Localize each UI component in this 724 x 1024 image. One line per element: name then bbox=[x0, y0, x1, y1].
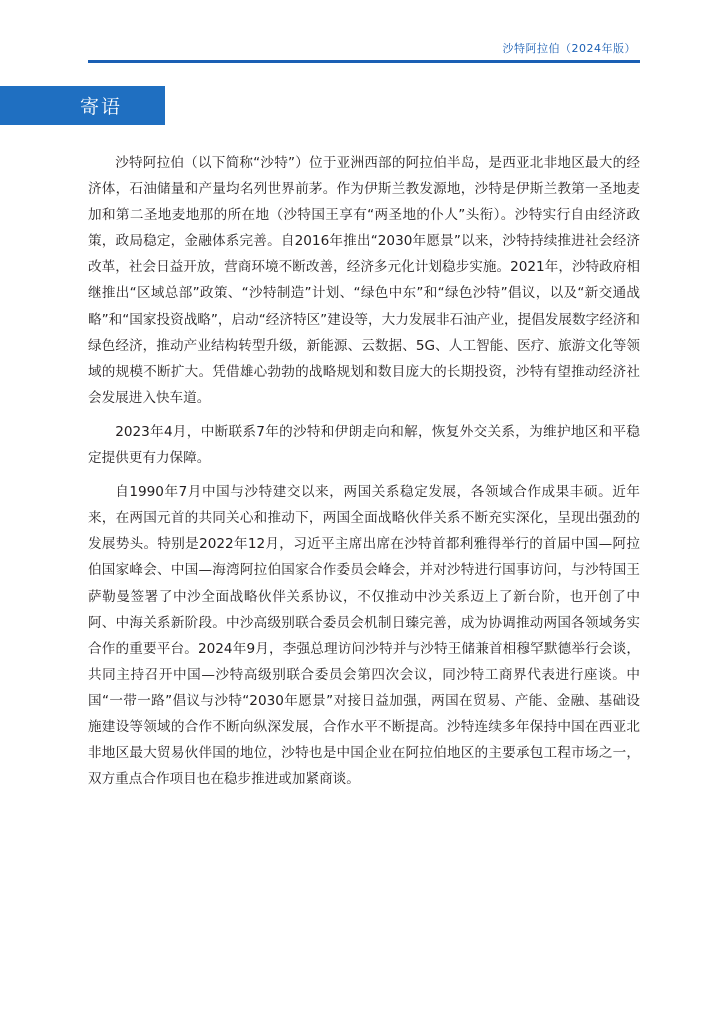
paragraph-1: 沙特阿拉伯（以下简称“沙特”）位于亚洲西部的阿拉伯半岛，是西亚北非地区最大的经济体，石油储量和产量均名列世界前茅。作为伊斯兰教发源地，沙特是伊斯兰教第一圣地麦加和第二圣地麦地那的所在地（沙特国王享有“两圣地的仆人”头衔）。沙特实行自由经济政策，政局稳定，金融体系完善。自2016年推出“2030年愿景”以来，沙特持续推进社会经济改革，社会日益开放，营商环境不断改善，经济多元化计划稳步实施。2021年，沙特政府相继推出“区域总部”政策、“沙特制造”计划、“绿色中东”和“绿色沙特”倡议，以及“新交通战略”和“国家投资战略”，启动“经济特区”建设等，大力发展非石油产业，提倡发展数字经济和绿色经济，推动产业结构转型升级，新能源、云数据、5G、人工智能、医疗、旅游文化等领域的规模不断扩大。凭借雄心勃勃的战略规划和数目庞大的长期投资，沙特有望推动经济社会发展进入快车道。 bbox=[88, 155, 640, 406]
header-divider bbox=[88, 60, 640, 63]
paragraph-2: 2023年4月，中断联系7年的沙特和伊朗走向和解，恢复外交关系，为维护地区和平稳定提供更有力保障。 bbox=[88, 423, 640, 467]
section-tag bbox=[0, 86, 165, 125]
running-header-title: 沙特阿拉伯（2024年版） bbox=[502, 42, 636, 55]
section-title: 寄语 bbox=[80, 96, 123, 118]
body-text bbox=[88, 150, 640, 800]
paragraph-3: 自1990年7月中国与沙特建交以来，两国关系稳定发展，各领域合作成果丰硕。近年来，在两国元首的共同关心和推动下，两国全面战略伙伴关系不断充实深化，呈现出强劲的发展势头。特别是2022年12月，习近平主席出席在沙特首都利雅得举行的首届中国—阿拉伯国家峰会、中国—海湾阿拉伯国家合作委员会峰会，并对沙特进行国事访问，与沙特国王萨勒曼签署了中沙全面战略伙伴关系协议，不仅推动中沙关系迈上了新台阶，也开创了中阿、中海关系新阶段。中沙高级别联合委员会机制日臻完善，成为协调推动两国各领域务实合作的重要平台。2024年9月，李强总理访问沙特并与沙特王储兼首相穆罕默德举行会谈，共同主持召开中国—沙特高级别联合委员会第四次会议，同沙特工商界代表进行座谈。中国“一带一路”倡议与沙特“2030年愿景”对接日益加强，两国在贸易、产能、金融、基础设施建设等领域的合作不断向纵深发展，合作水平不断提高。沙特连续多年保持中国在西亚北非地区最大贸易伙伴国的地位，沙特也是中国企业在阿拉伯地区的主要承包工程市场之一，双方重点合作项目也在稳步推进或加紧商谈。 bbox=[88, 484, 640, 788]
